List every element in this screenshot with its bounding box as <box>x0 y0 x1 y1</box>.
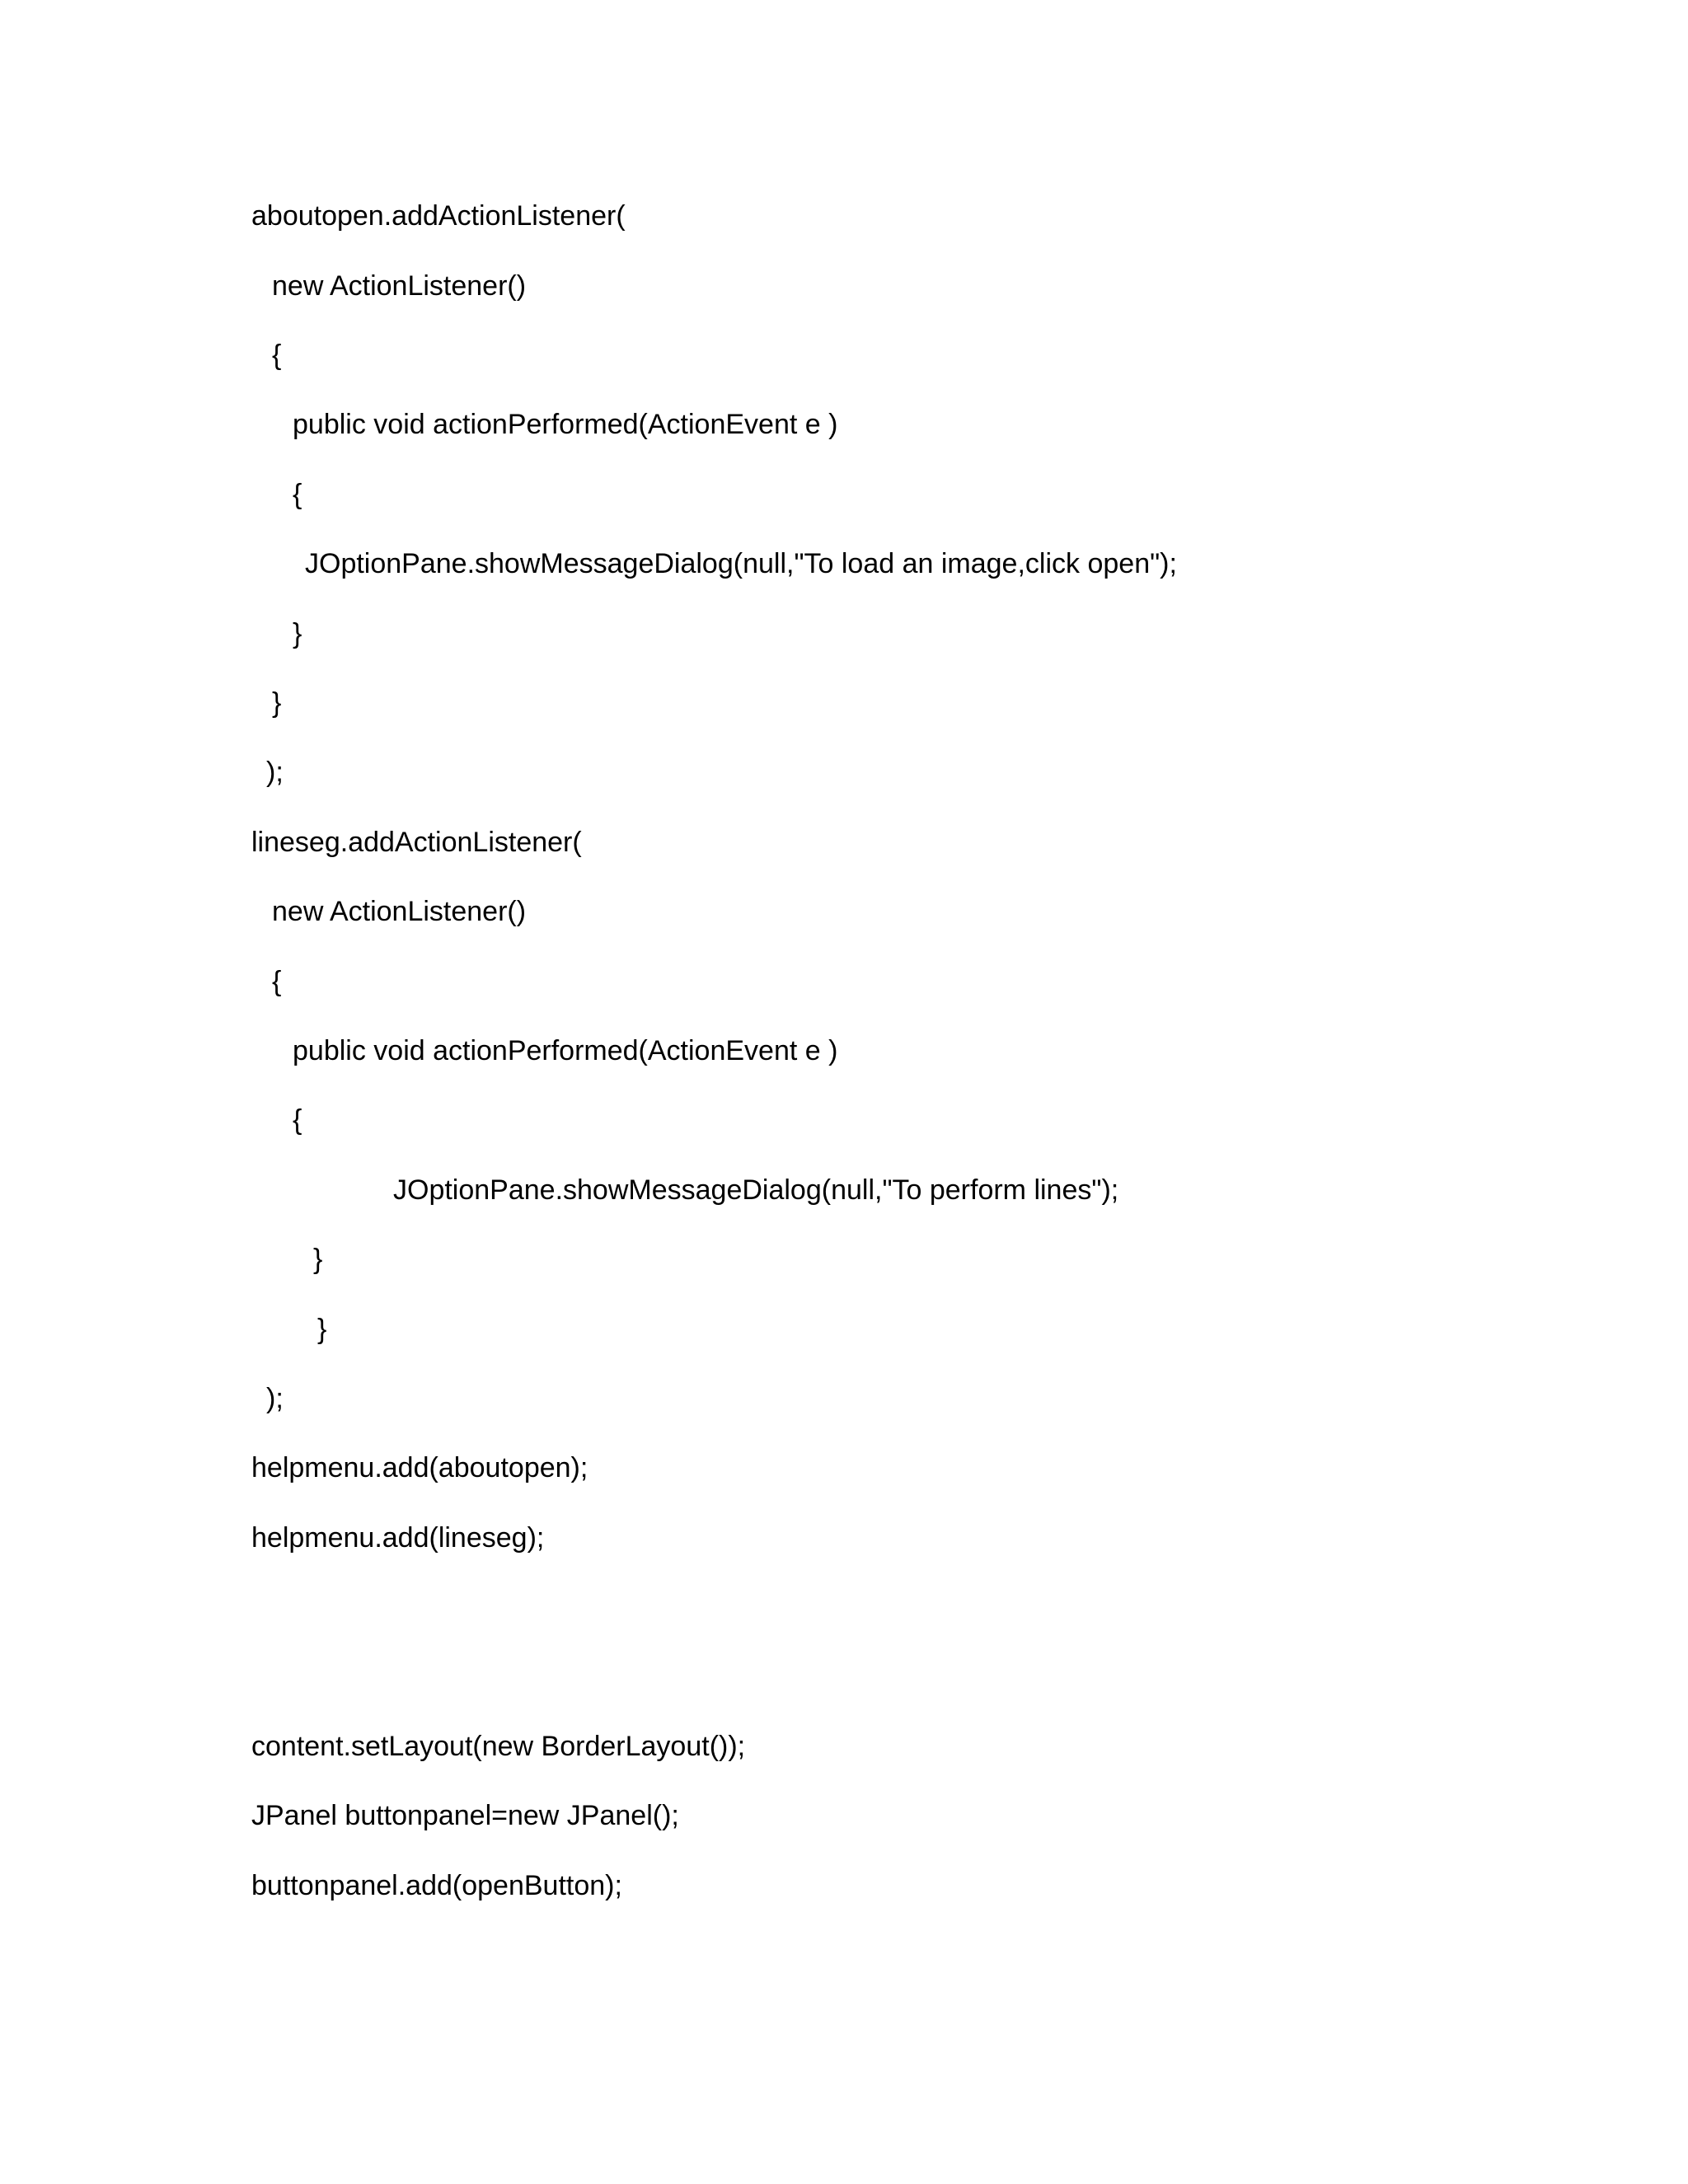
code-line: aboutopen.addActionListener( <box>251 200 626 232</box>
code-line: { <box>293 479 302 510</box>
code-line: ); <box>266 1383 284 1414</box>
code-line: content.setLayout(new BorderLayout()); <box>251 1731 746 1762</box>
code-line: lineseg.addActionListener( <box>251 827 582 858</box>
code-line: new ActionListener() <box>272 896 527 927</box>
code-line: { <box>293 1104 302 1136</box>
code-line: } <box>317 1314 327 1345</box>
code-line: } <box>313 1244 323 1275</box>
code-line: ); <box>266 757 284 788</box>
code-line: JPanel buttonpanel=new JPanel(); <box>251 1800 679 1831</box>
code-line: helpmenu.add(aboutopen); <box>251 1452 588 1483</box>
code-line: { <box>272 340 282 371</box>
code-line: } <box>293 618 302 649</box>
code-line: JOptionPane.showMessageDialog(null,"To perform lines"); <box>393 1174 1119 1206</box>
code-line: new ActionListener() <box>272 270 527 302</box>
code-line: buttonpanel.add(openButton); <box>251 1870 622 1901</box>
code-line: { <box>272 966 282 997</box>
code-line: public void actionPerformed(ActionEvent e ) <box>293 409 838 440</box>
code-line: JOptionPane.showMessageDialog(null,"To load an image,click open"); <box>305 548 1177 579</box>
code-line: helpmenu.add(lineseg); <box>251 1522 545 1554</box>
code-line: } <box>272 687 282 719</box>
code-line: public void actionPerformed(ActionEvent e ) <box>293 1035 838 1066</box>
